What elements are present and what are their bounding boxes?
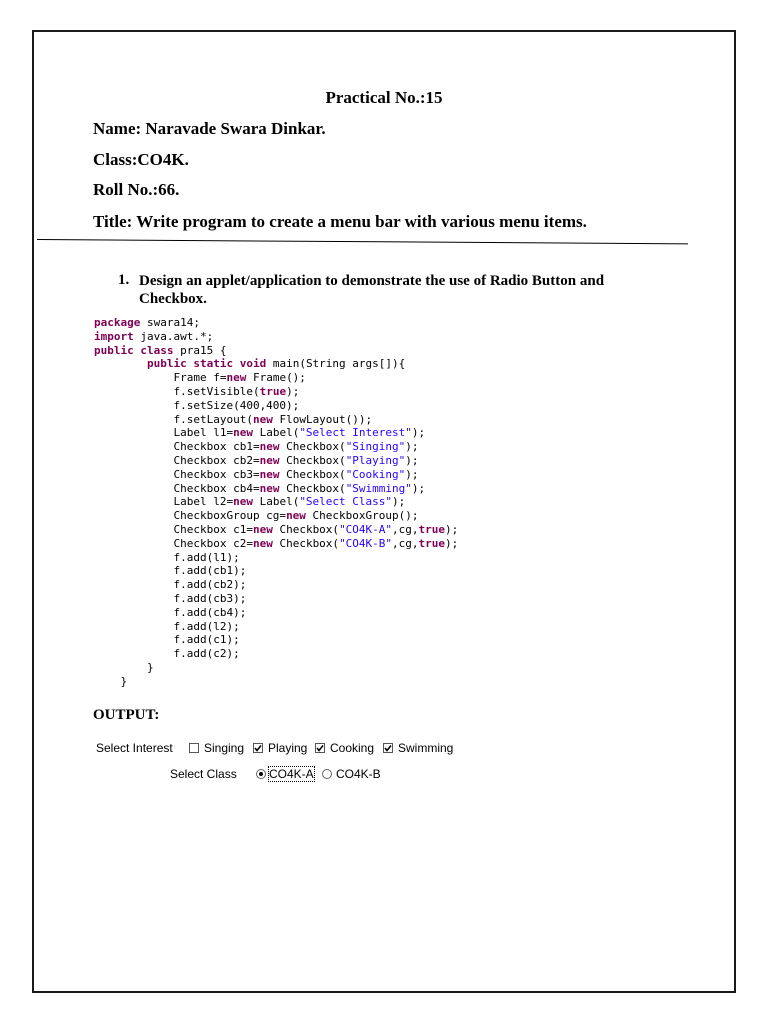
code-token: f.add(c2); — [94, 647, 240, 661]
code-token: } — [94, 661, 154, 674]
checkbox-cooking-label[interactable]: Cooking — [330, 741, 375, 755]
code-line — [94, 509, 419, 523]
checkbox-playing-label[interactable]: Playing — [268, 741, 308, 755]
code-token: f.add(cb4); — [94, 605, 247, 619]
practical-title: Practical No.:15 — [325, 88, 443, 107]
code-token: main(String args[]){ — [266, 357, 406, 371]
code-token: Checkbox( — [279, 454, 346, 467]
code-line — [94, 482, 425, 496]
check-mark-icon — [384, 744, 392, 752]
code-token: f.setVisible( — [94, 385, 260, 398]
code-line — [94, 440, 419, 454]
code-token: import — [94, 329, 134, 343]
question-number: 1. — [118, 272, 130, 288]
code-token: ,cg, — [392, 523, 419, 536]
checkbox-swimming[interactable] — [383, 743, 393, 753]
code-line — [94, 564, 246, 578]
radio-co4k-b-label[interactable]: CO4K-B — [336, 767, 381, 781]
code-token: new — [252, 523, 273, 536]
code-token: f.setSize(400,400); — [94, 398, 300, 412]
question-text: Design an applet/application to demonstrate the use of Radio Button and Checkbox. — [139, 273, 605, 307]
code-token: "Select Interest" — [299, 426, 412, 440]
code-line — [94, 468, 419, 482]
code-token: FlowLayout()); — [272, 412, 373, 426]
code-token: CheckboxGroup(); — [305, 509, 419, 523]
code-token: f.add(c1); — [94, 633, 240, 647]
code-token: true — [418, 523, 446, 536]
checkbox-singing-label[interactable]: Singing — [204, 741, 245, 755]
radio-co4k-a[interactable] — [256, 769, 266, 779]
code-token: Checkbox( — [272, 523, 340, 536]
code-token: ); — [411, 426, 426, 440]
output-heading: OUTPUT: — [93, 707, 160, 723]
code-token: Label l2= — [94, 495, 234, 509]
code-token: new — [286, 509, 306, 523]
code-token: new — [252, 536, 273, 550]
code-token: } — [94, 674, 128, 688]
roll-number: Roll No.:66. — [93, 180, 180, 199]
code-token: new — [259, 481, 280, 495]
checkbox-swimming-label[interactable]: Swimming — [398, 741, 454, 755]
checkbox-cooking[interactable] — [315, 743, 325, 753]
code-token: "CO4K-B" — [339, 536, 393, 550]
select-class-label: Select Class — [170, 767, 237, 781]
code-line — [94, 330, 213, 344]
code-token: new — [259, 440, 280, 454]
code-token: CheckboxGroup cg= — [94, 509, 287, 523]
checkbox-playing[interactable] — [253, 743, 263, 753]
code-token: Checkbox( — [279, 467, 346, 481]
code-token: Label l1= — [94, 426, 234, 440]
check-mark-icon — [316, 744, 324, 752]
code-line — [94, 675, 127, 689]
code-line — [94, 633, 240, 647]
code-line — [94, 523, 458, 537]
code-token: new — [259, 467, 280, 481]
code-token: Checkbox cb3= — [94, 467, 260, 481]
code-token: "Cooking" — [345, 467, 406, 481]
code-token: ); — [405, 467, 419, 481]
code-line — [94, 426, 425, 440]
code-line — [94, 454, 419, 468]
code-line — [94, 399, 299, 413]
code-token: pra15 { — [173, 343, 227, 357]
code-line — [94, 592, 246, 606]
code-token: ); — [445, 523, 459, 536]
code-token: "CO4K-A" — [339, 523, 393, 536]
code-token: "Singing" — [345, 440, 406, 454]
code-line — [94, 371, 306, 385]
code-line — [94, 606, 246, 620]
select-interest-label: Select Interest — [96, 741, 173, 755]
radio-co4k-a-label[interactable]: CO4K-A — [269, 767, 314, 781]
code-token: Checkbox( — [279, 440, 346, 454]
code-token: Frame f= — [94, 371, 227, 385]
code-line — [94, 578, 246, 592]
code-token: Checkbox( — [279, 481, 346, 495]
code-token: java.awt.*; — [133, 329, 214, 343]
code-line — [94, 647, 240, 661]
code-token: new — [252, 412, 273, 426]
check-mark-icon — [254, 744, 262, 752]
code-token — [94, 357, 147, 370]
code-token: Label( — [252, 495, 300, 509]
code-token: new — [233, 426, 253, 440]
code-token: "Select Class" — [299, 495, 393, 509]
code-token: Checkbox cb2= — [94, 454, 260, 467]
code-token: ); — [445, 536, 459, 550]
code-token: ); — [392, 495, 406, 509]
code-token: Checkbox cb4= — [94, 481, 260, 495]
code-token: f.add(cb3); — [94, 592, 247, 605]
radio-co4k-b[interactable] — [322, 769, 332, 779]
code-listing — [94, 316, 524, 696]
code-line — [94, 537, 458, 551]
code-token: ); — [411, 481, 426, 495]
code-token: Checkbox c2= — [94, 536, 253, 550]
code-token: package — [94, 316, 141, 329]
code-token: ); — [405, 440, 419, 454]
code-token: new — [259, 454, 280, 467]
code-token: f.add(cb2); — [94, 578, 247, 592]
code-token: ); — [286, 385, 300, 398]
code-token: true — [418, 536, 446, 550]
code-token: ,cg, — [392, 536, 419, 550]
code-line — [94, 413, 372, 427]
code-line — [94, 620, 240, 634]
code-line — [94, 551, 240, 565]
code-token: "Playing" — [345, 454, 406, 467]
code-token: "Swimming" — [345, 481, 412, 495]
practical-topic: Title: Write program to create a menu bar with various menu items. — [93, 212, 587, 231]
code-token: Checkbox c1= — [94, 523, 253, 536]
radio-dot-icon — [259, 772, 263, 776]
code-token: Checkbox cb1= — [94, 440, 260, 454]
code-token: swara14; — [140, 316, 200, 329]
code-token: f.add(cb1); — [94, 564, 247, 578]
code-line — [94, 357, 405, 371]
code-token: Frame(); — [246, 371, 306, 385]
code-token: new — [233, 495, 253, 509]
code-token: f.setLayout( — [94, 412, 253, 426]
code-token: public static void — [146, 357, 267, 371]
code-token: new — [226, 371, 247, 385]
checkbox-singing[interactable] — [189, 743, 199, 753]
code-token: ); — [405, 454, 419, 467]
code-token: Label( — [252, 426, 300, 440]
code-line — [94, 661, 154, 675]
code-token: true — [259, 385, 287, 398]
code-line — [94, 316, 200, 330]
code-token: f.add(l2); — [94, 619, 240, 633]
code-token: f.add(l1); — [94, 550, 240, 564]
student-class: Class:CO4K. — [93, 150, 189, 169]
code-line — [94, 495, 405, 509]
code-token: public class — [94, 343, 174, 357]
code-line — [94, 385, 299, 399]
code-line — [94, 344, 226, 358]
student-name: Name: Naravade Swara Dinkar. — [93, 119, 326, 138]
code-token: Checkbox( — [272, 536, 340, 550]
